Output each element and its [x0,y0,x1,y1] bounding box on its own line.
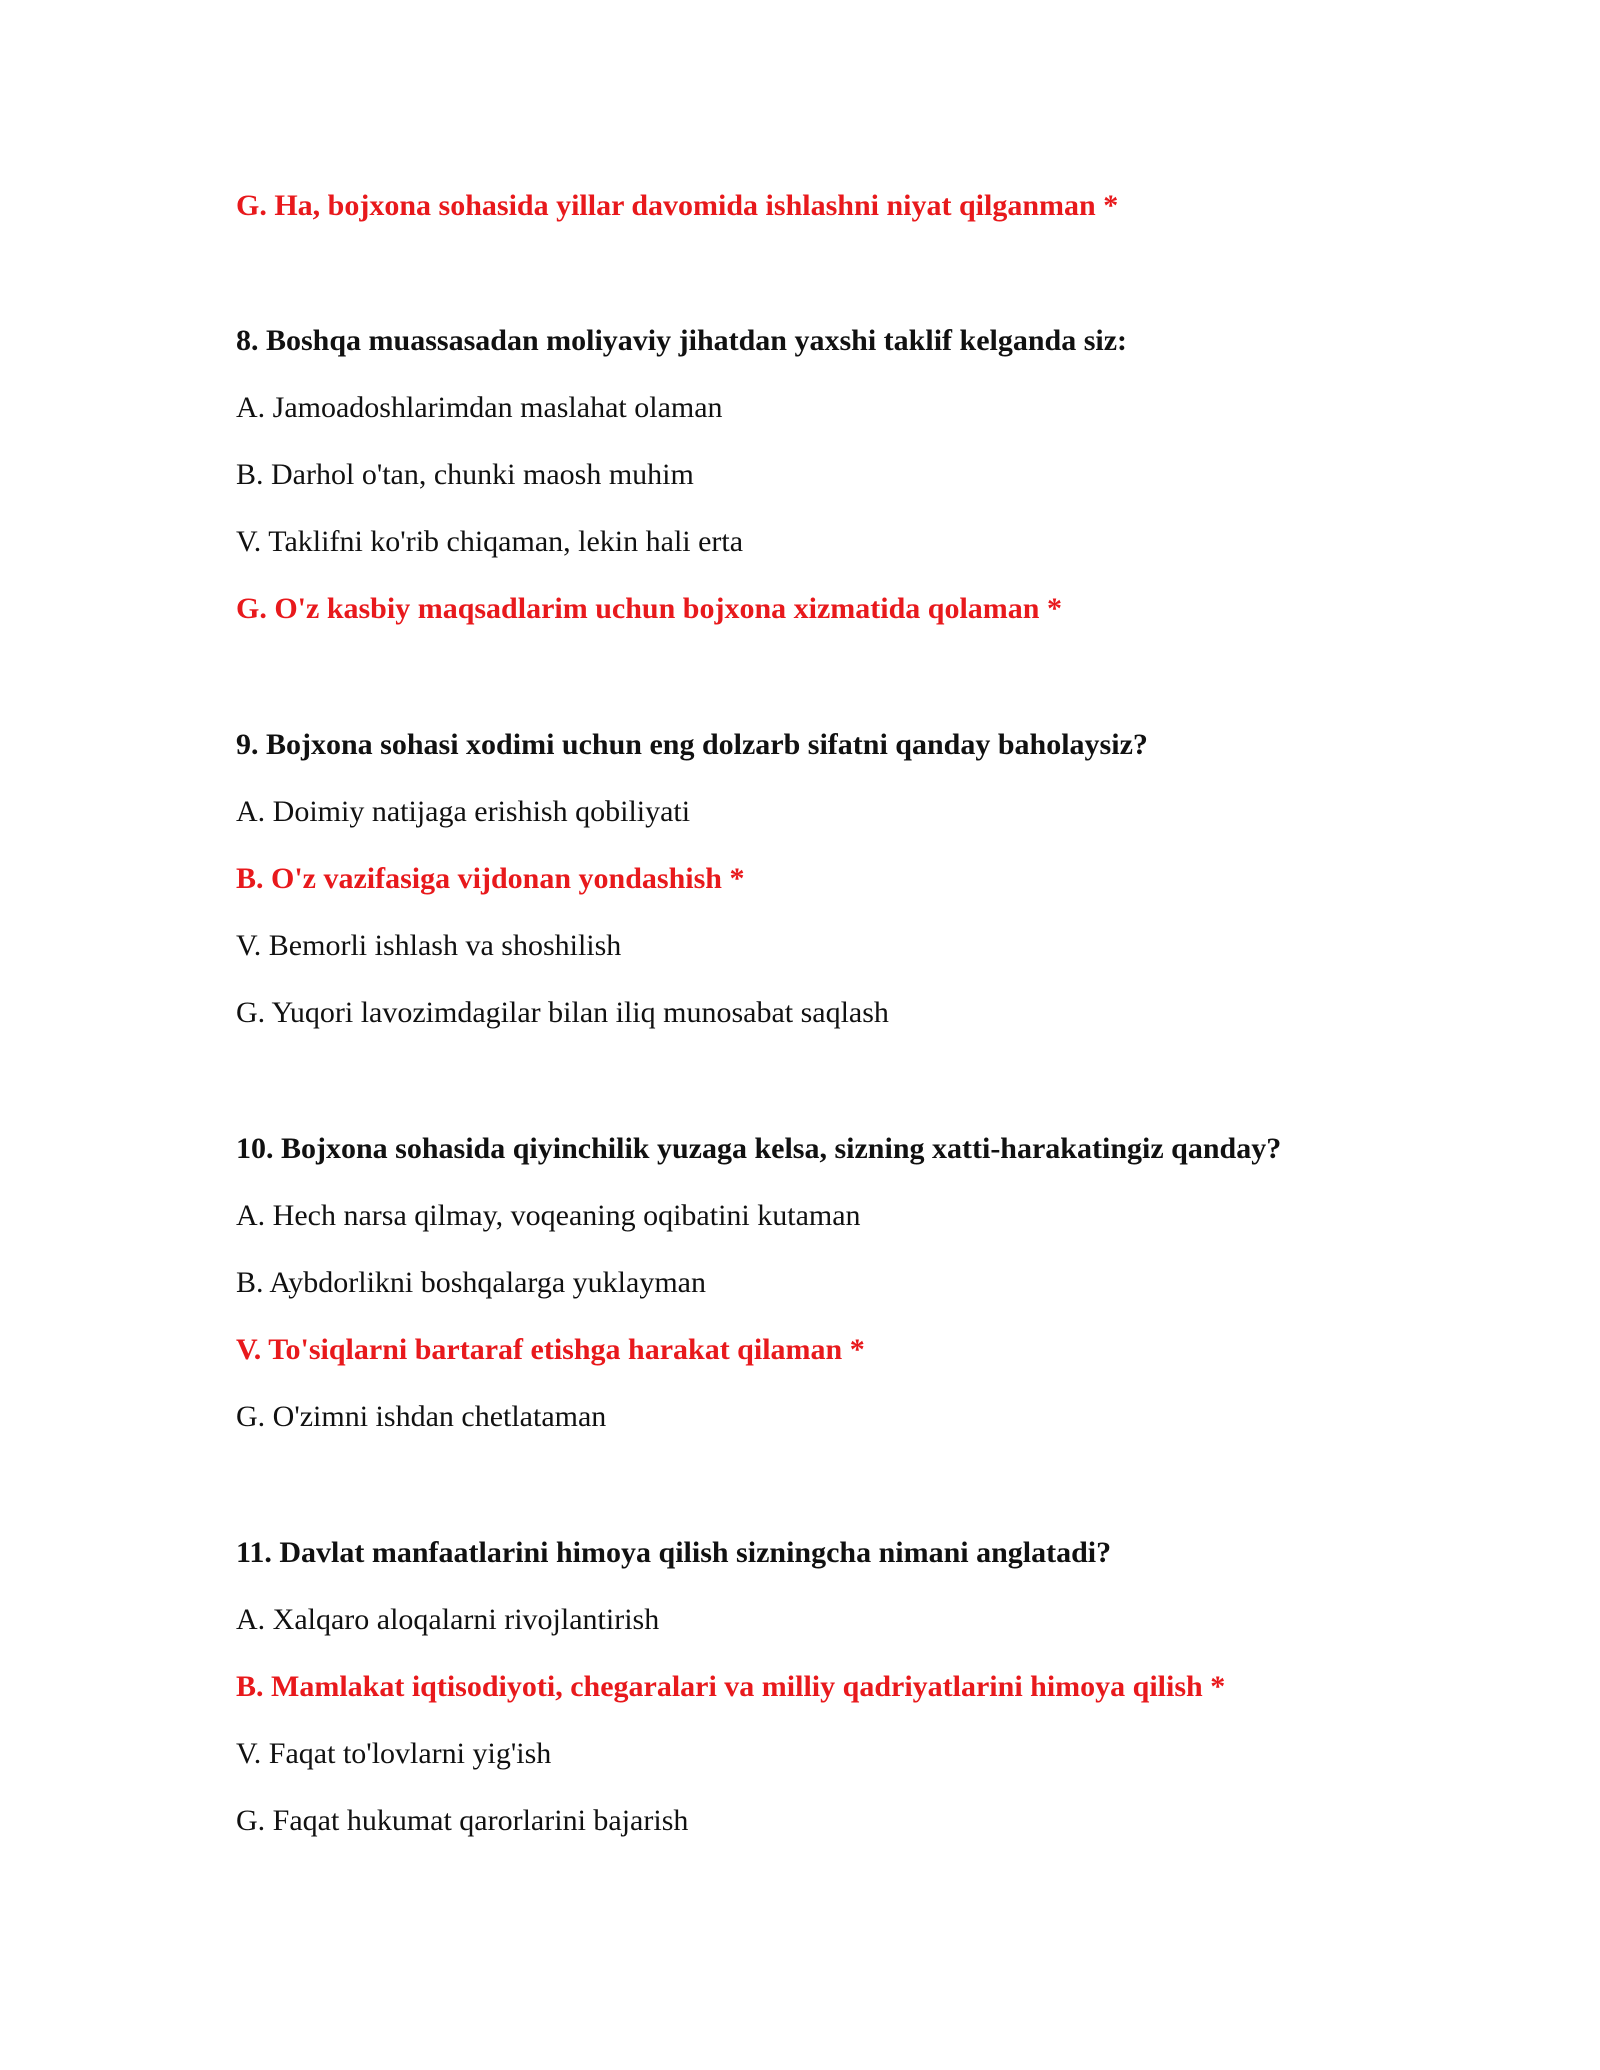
question-8-option-a: A. Jamoadoshlarimdan maslahat olaman [236,391,723,424]
question-9-option-b-correct: B. O'z vazifasiga vijdonan yondashish * [236,862,745,895]
question-10-option-g: G. O'zimni ishdan chetlataman [236,1400,607,1433]
question-9-text: 9. Bojxona sohasi xodimi uchun eng dolzarb sifatni qanday baholaysiz? [236,728,1148,761]
question-10-text: 10. Bojxona sohasida qiyinchilik yuzaga kelsa, sizning xatti-harakatingiz qanday? [236,1132,1282,1165]
question-11-text: 11. Davlat manfaatlarini himoya qilish sizningcha nimani anglatadi? [236,1536,1112,1569]
question-8-option-g-correct: G. O'z kasbiy maqsadlarim uchun bojxona xizmatida qolaman * [236,592,1062,625]
question-11-option-a: A. Xalqaro aloqalarni rivojlantirish [236,1603,660,1636]
question-9-option-g: G. Yuqori lavozimdagilar bilan iliq munosabat saqlash [236,996,889,1029]
question-8-option-v: V. Taklifni ko'rib chiqaman, lekin hali erta [236,525,744,558]
question-8-text: 8. Boshqa muassasadan moliyaviy jihatdan yaxshi taklif kelganda siz: [236,324,1128,357]
previous-question-correct-answer: G. Ha, bojxona sohasida yillar davomida ishlashni niyat qilganman * [236,189,1119,222]
question-11-option-v: V. Faqat to'lovlarni yig'ish [236,1737,552,1770]
question-10-option-a: A. Hech narsa qilmay, voqeaning oqibatini kutaman [236,1199,861,1232]
question-10-option-b: B. Aybdorlikni boshqalarga yuklayman [236,1266,706,1299]
question-9-option-v: V. Bemorli ishlash va shoshilish [236,929,622,962]
question-11-option-b-correct: B. Mamlakat iqtisodiyoti, chegaralari va milliy qadriyatlarini himoya qilish * [236,1670,1226,1703]
question-8-option-b: B. Darhol o'tan, chunki maosh muhim [236,458,694,491]
question-9-option-a: A. Doimiy natijaga erishish qobiliyati [236,795,691,828]
question-11-option-g: G. Faqat hukumat qarorlarini bajarish [236,1804,689,1837]
question-10-option-v-correct: V. To'siqlarni bartaraf etishga harakat qilaman * [236,1333,865,1366]
